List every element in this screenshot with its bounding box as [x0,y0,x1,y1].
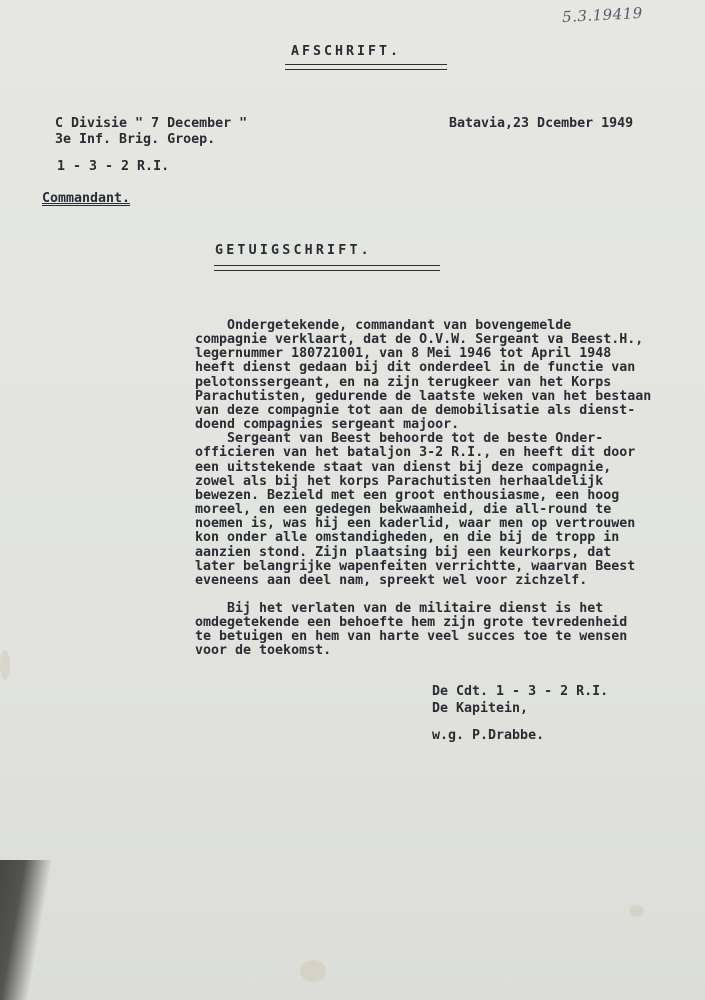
signature-name: w.g. P.Drabbe. [432,728,545,743]
body-line: van deze compagnie tot aan de demobilisatie als dienst- [195,402,636,418]
division-line: C Divisie " 7 December " [55,116,248,131]
body-line: doend compagnies sergeant majoor. [195,417,460,433]
body-line: compagnie verklaart, dat de O.V.W. Sergeant va Beest.H., [195,332,644,348]
body-line: kon onder alle omstandigheden, en die bij de tropp in [195,530,620,546]
body-line: eveneens aan deel nam, spreekt wel voor zichzelf. [195,572,588,588]
body-line: een uitstekende staat van dienst bij deze compagnie, [195,459,612,475]
body-line: aanzien stond. Zijn plaatsing bij een keurkorps, dat [195,544,612,560]
body-line: omdegetekende een behoefte hem zijn grote tevredenheid [195,615,628,631]
body-line: moreel, en een gedegen bekwaamheid, die all-round te [195,502,612,518]
body-line: voor de toekomst. [195,643,332,659]
paper-stain [0,650,10,680]
brigade-line: 3e Inf. Brig. Groep. [55,132,216,147]
certificate-body [195,319,665,659]
body-line: bewezen. Bezield met een groot enthousiasme, een hoog [195,487,620,503]
commander-label: Commandant. [42,191,131,206]
body-line: heeft dienst gedaan bij dit onderdeel in de functie van [195,360,636,376]
paper-stain [300,960,326,982]
division-header [55,116,247,148]
certificate-title: GETUIGSCHRIFT. [215,243,372,258]
body-line: Ondergetekende, commandant van bovengemelde [195,318,572,333]
paper-stain [630,905,644,917]
body-line: later belangrijke wapenfeiten verrichtte, waarvan Beest [195,558,636,574]
archive-number: 5.3.19419 [561,3,644,27]
place-date: Batavia,23 Dcember 1949 [449,116,634,131]
scan-shadow [0,860,60,1000]
body-line: pelotonssergeant, en na zijn terugkeer van het Korps [195,374,612,390]
copy-heading: AFSCHRIFT. [291,44,402,59]
unit-designation: 1 - 3 - 2 R.I. [57,159,170,174]
signature-unit: De Cdt. 1 - 3 - 2 R.I. [432,684,609,699]
paragraph-2 [195,432,665,588]
body-line: Sergeant van Beest behoorde tot de beste Onder- [195,431,604,447]
body-line: officieren van het bataljon 3-2 R.I., en heeft dit door [195,445,636,461]
paragraph-1 [195,319,665,432]
body-line: Bij het verlaten van de militaire dienst is het [195,600,604,616]
certificate-title-underline [214,265,440,271]
body-line: te betuigen en hem van harte veel succes toe te wensen [195,629,628,645]
body-line: Parachutisten, gedurende de laatste weken van het bestaan [195,388,652,404]
signature-rank: De Kapitein, [432,701,529,716]
body-line: noemen is, was hij een kaderlid, waar men op vertrouwen [195,516,636,532]
signature-block [432,683,608,744]
paragraph-3 [195,602,665,659]
body-line: legernummer 180721001, van 8 Mei 1946 tot April 1948 [195,346,612,362]
heading-underline [285,64,447,70]
body-line: zowel als bij het korps Parachutisten herhaaldelijk [195,473,604,489]
